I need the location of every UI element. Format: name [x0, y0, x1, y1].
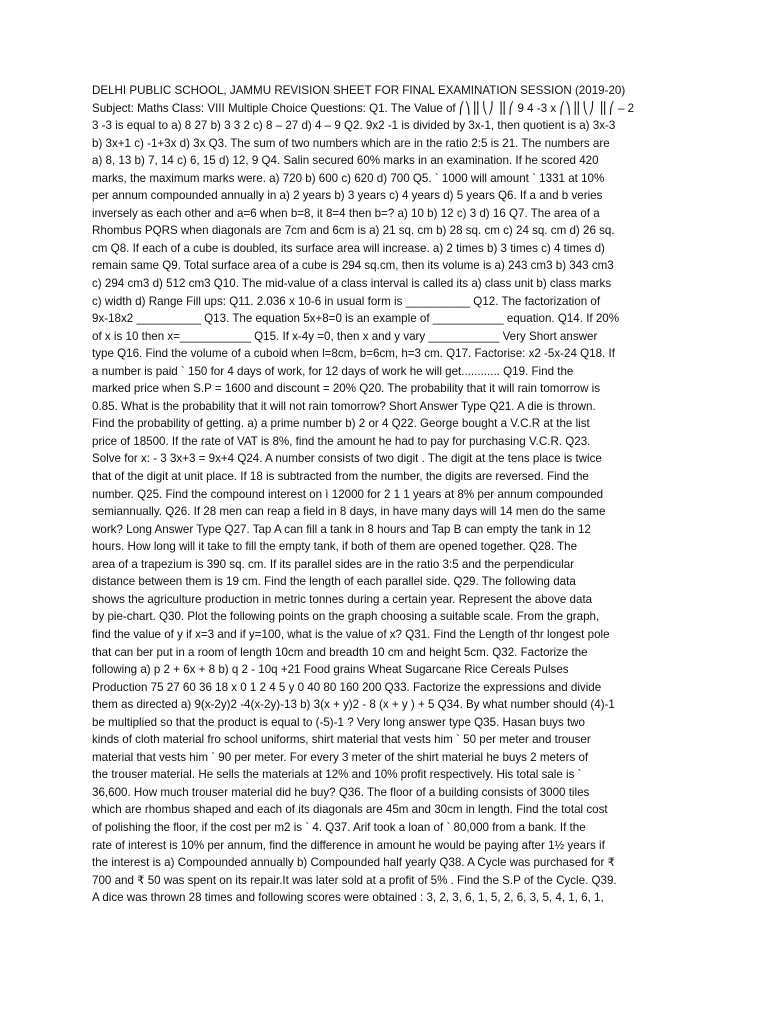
text-line: hours. How long will it take to fill the empty tank, if both of them are opened together. Q28. The	[92, 540, 578, 554]
text-line: distance between them is 19 cm. Find the length of each parallel side. Q29. The following data	[92, 575, 576, 589]
text-line: area of a trapezium is 390 sq. cm. If its parallel sides are in the ratio 3:5 and the perpendicular	[92, 557, 575, 571]
text-line: a) 8, 13 b) 7, 14 c) 6, 15 d) 12, 9 Q4. Salin secured 60% marks in an examination. If he scored 420	[92, 154, 599, 168]
text-line: per annum compounded annually in a) 2 years b) 3 years c) 4 years d) 5 years Q6. If a and b veries	[92, 189, 603, 203]
text-line: A dice was thrown 28 times and following scores were obtained : 3, 2, 3, 6, 1, 5, 2, 6, 3, 5, 4, 1, 6, 1,	[92, 891, 604, 905]
text-line: shows the agriculture production in metric tonnes during a certain year. Represent the above data	[92, 592, 593, 606]
text-line: that can ber put in a room of length 10cm and breadth 10 cm and height 5cm. Q32. Factorize the	[92, 645, 588, 659]
text-line: material that vests him ` 90 per meter. For every 3 meter of the shirt material he buys 2 meters of	[92, 750, 589, 764]
text-line: price of 18500. If the rate of VAT is 8%, find the amount he had to pay for purchasing V.C.R. Q23.	[92, 434, 591, 448]
text-line: find the value of y if x=3 and if y=100, what is the value of x? Q31. Find the Length of thr longest pole	[92, 627, 610, 641]
text-line: c) 294 cm3 d) 512 cm3 Q10. The mid-value of a class interval is called its a) class unit b) class marks	[92, 277, 612, 291]
text-line: Subject: Maths Class: VIII Multiple Choice Questions: Q1. The Value of ⎛⎞⎟⎜⎝⎠ ⎟⎜⎛ 9 4 -3 x ⎛⎞⎟⎜⎝⎠ ⎟⎜⎛ – 2	[92, 101, 635, 115]
text-line: marked price when S.P = 1600 and discount = 20% Q20. The probability that it will rain tomorrow is	[92, 382, 601, 396]
text-line: b) 3x+1 c) -1+3x d) 3x Q3. The sum of two numbers which are in the ratio 2:5 is 21. The numbers are	[92, 136, 610, 150]
text-line: them as directed a) 9(x-2y)2 -4(x-2y)-13 b) 3(x + y)2 - 8 (x + y ) + 5 Q34. By what number should (4)-1	[92, 698, 615, 712]
text-line: Production 75 27 60 36 18 x 0 1 2 4 5 y 0 40 80 160 200 Q33. Factorize the expressions and divide	[92, 680, 602, 694]
text-line: of x is 10 then x=___________ Q15. If x-4y =0, then x and y vary ___________ Very Short answer	[92, 329, 598, 343]
text-line: remain same Q9. Total surface area of a cube is 294 sq.cm, then its volume is a) 243 cm3 b) 343 cm3	[92, 259, 614, 273]
text-line: Solve for x: - 3 3x+3 = 9x+4 Q24. A number consists of two digit . The digit at the tens place is twice	[92, 452, 602, 466]
text-line: by pie-chart. Q30. Plot the following points on the graph choosing a suitable scale. From the graph,	[92, 610, 600, 624]
text-line: 36,600. How much trouser material did he buy? Q36. The floor of a building consists of 3000 tiles	[92, 785, 590, 799]
text-line: the interest is a) Compounded annually b) Compounded half yearly Q38. A Cycle was purchased for ₹	[92, 856, 615, 870]
text-line: the trouser material. He sells the materials at 12% and 10% profit respectively. His total sale is `	[92, 768, 582, 782]
text-line: be multiplied so that the product is equal to (-5)-1 ? Very long answer type Q35. Hasan buys two	[92, 715, 586, 729]
text-line: 3 -3 is equal to a) 8 27 b) 3 3 2 c) 8 – 27 d) 4 – 9 Q2. 9x2 -1 is divided by 3x-1, then quotient is a) 3x-3	[92, 119, 616, 133]
text-line: rate of interest is 10% per annum, find the difference in amount he would be paying after 1½ years if	[92, 838, 605, 852]
text-line: which are rhombus shaped and each of its diagonals are 45m and 30cm in length. Find the total cost	[92, 803, 608, 817]
text-line: 700 and ₹ 50 was spent on its repair.It was later sold at a profit of 5% . Find the S.P of the Cycle. Q39.	[92, 873, 617, 887]
text-line: Find the probability of getting. a) a prime number b) 2 or 4 Q22. George bought a V.C.R at the list	[92, 417, 590, 431]
text-line: following a) p 2 + 6x + 8 b) q 2 - 10q +21 Food grains Wheat Sugarcane Rice Cereals Pulses	[92, 663, 569, 677]
text-line: number. Q25. Find the compound interest on ì 12000 for 2 1 1 years at 8% per annum compounded	[92, 487, 604, 501]
text-line: of polishing the floor, if the cost per m2 is ` 4. Q37. Arif took a loan of ` 80,000 from a bank. If the	[92, 820, 586, 834]
text-line: type Q16. Find the volume of a cuboid when l=8cm, b=6cm, h=3 cm. Q17. Factorise: x2 -5x-24 Q18. If	[92, 347, 615, 361]
text-line: cm Q8. If each of a cube is doubled, its surface area will increase. a) 2 times b) 3 times c) 4 times d)	[92, 241, 605, 255]
text-line: Rhombus PQRS when diagonals are 7cm and 6cm is a) 21 sq. cm b) 28 sq. cm c) 24 sq. cm d) 26 sq.	[92, 224, 615, 238]
text-line: a number is paid ` 150 for 4 days of work, for 12 days of work he will get............ Q19. Find the	[92, 364, 574, 378]
revision-sheet-text	[92, 82, 678, 907]
text-line: c) width d) Range Fill ups: Q11. 2.036 x 10-6 in usual form is __________ Q12. The factorization of	[92, 294, 601, 308]
text-line: 0.85. What is the probability that it will not rain tomorrow? Short Answer Type Q21. A die is thrown.	[92, 399, 596, 413]
text-line: marks, the maximum marks were. a) 720 b) 600 c) 620 d) 700 Q5. ` 1000 will amount ` 1331 at 10%	[92, 171, 605, 185]
text-line: DELHI PUBLIC SCHOOL, JAMMU REVISION SHEET FOR FINAL EXAMINATION SESSION (2019-20)	[92, 84, 626, 97]
text-line: kinds of cloth material fro school uniforms, shirt material that vests him ` 50 per meter and trouser	[92, 733, 591, 747]
text-line: 9x-18x2 __________ Q13. The equation 5x+8=0 is an example of ___________ equation. Q14. If 20%	[92, 312, 620, 326]
text-line: semiannually. Q26. If 28 men can reap a field in 8 days, in have many days will 14 men do the same	[92, 505, 606, 519]
text-line: work? Long Answer Type Q27. Tap A can fill a tank in 8 hours and Tap B can empty the tank in 12	[92, 522, 591, 536]
text-line: that of the digit at unit place. If 18 is subtracted from the number, the digits are reversed. Find the	[92, 470, 589, 484]
text-line: inversely as each other and a=6 when b=8, it 8=4 then b=? a) 10 b) 12 c) 3 d) 16 Q7. The area of a	[92, 206, 600, 220]
